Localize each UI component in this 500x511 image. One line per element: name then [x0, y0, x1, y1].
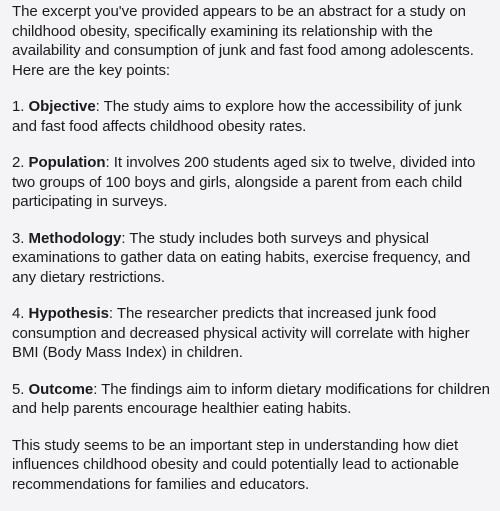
- key-point-objective: [12, 97, 490, 136]
- key-point-text: : It involves 200 students aged six to twelve, divided into two groups of 100 boys and girls, alongside a parent from each child participating in surveys.: [12, 154, 476, 210]
- key-point-text: : The findings aim to inform dietary modifications for children and help parents encourage healthier eating habits.: [12, 380, 490, 417]
- key-point-number: 1.: [12, 98, 29, 115]
- conclusion-paragraph: This study seems to be an important step in understanding how diet influences childhood obesity and could potentially lead to actionable recommendations for families and educators.: [12, 436, 459, 493]
- assistant-message: [12, 2, 490, 511]
- key-point-number: 2.: [12, 154, 29, 171]
- key-point-text: : The researcher predicts that increased junk food consumption and decreased physical activity will correlate with higher BMI (Body Mass Index) in children.: [12, 305, 470, 361]
- key-point-number: 3.: [12, 229, 29, 247]
- key-point-text: : The study includes both surveys and physical examinations to gather data on eating habits, exercise frequency, and any dietary restrictions.: [12, 229, 471, 286]
- key-point-label: Methodology: [28, 229, 122, 247]
- key-point-number: 4.: [12, 305, 29, 322]
- key-point-outcome: [12, 380, 490, 419]
- key-point-number: 5.: [12, 380, 29, 398]
- key-point-label: Population: [28, 154, 106, 171]
- key-point-methodology: [12, 229, 490, 288]
- key-point-hypothesis: [12, 304, 490, 363]
- key-point-label: Outcome: [28, 380, 94, 398]
- key-point-label: Hypothesis: [28, 305, 109, 322]
- key-point-label: Objective: [28, 98, 96, 115]
- key-point-population: [12, 153, 490, 212]
- intro-paragraph: The excerpt you've provided appears to be an abstract for a study on childhood obesity, specifically examining its relationship with the availability and consumption of junk and fast food among adolescents. Here are the key points:: [12, 3, 474, 79]
- key-point-text: : The study aims to explore how the accessibility of junk and fast food affects childhood obesity rates.: [12, 98, 462, 135]
